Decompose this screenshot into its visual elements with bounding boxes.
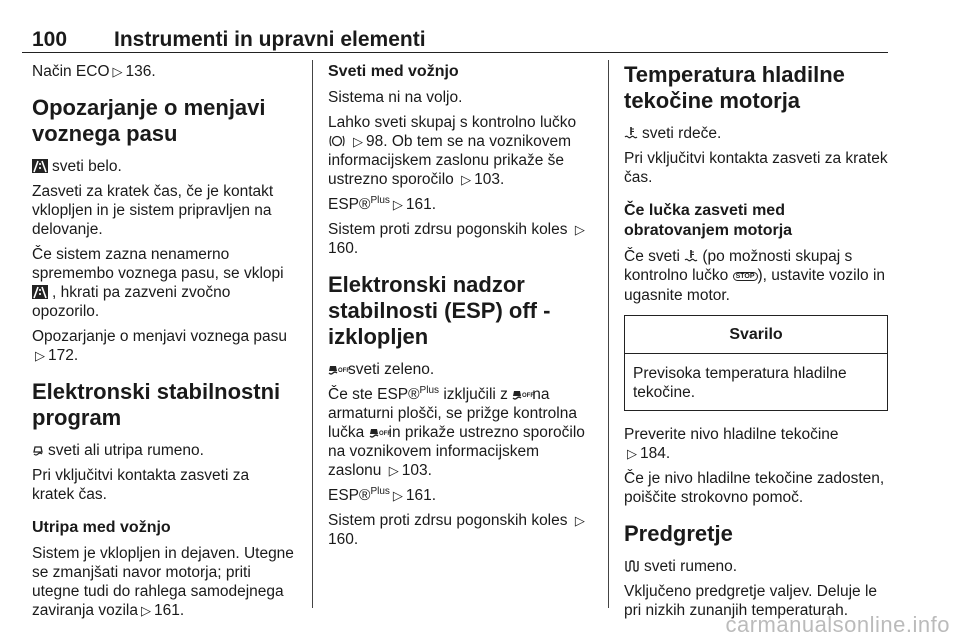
page-ref-arrow-icon: ▷ <box>112 64 123 79</box>
watermark: carmanualsonline.info <box>725 612 950 637</box>
esp-off-icon <box>328 362 350 376</box>
svg-text:OFF: OFF <box>378 431 391 437</box>
paragraph: sveti rumeno. <box>624 557 888 576</box>
page-ref-arrow-icon: ▷ <box>574 513 585 528</box>
page-header <box>22 28 888 53</box>
page-ref-arrow-icon: ▷ <box>353 134 363 149</box>
svg-text:OFF: OFF <box>522 393 535 399</box>
coolant-temperature-icon <box>684 249 698 263</box>
paragraph: ESP®$^{Plus}$ ▷ 161. <box>328 194 437 213</box>
section-heading: Temperatura hladilne tekočine motorja <box>624 62 845 113</box>
paragraph: sveti ali utripa rumeno. <box>32 441 294 460</box>
warning-title: Svarilo <box>625 316 887 354</box>
lane-departure-icon <box>32 285 48 299</box>
paragraph: Zasveti za kratek čas, če je kontakt vklopljen in je sistem pripravljen na delovanje. <box>32 183 274 238</box>
paragraph: Vključeno predgretje valjev. Deluje le pri nizkih zunanjih temperaturah. <box>624 583 878 619</box>
page-ref-arrow-icon: ▷ <box>388 463 399 478</box>
eco-paragraph: Način ECO ▷ 136. <box>32 63 156 80</box>
warning-box <box>624 315 888 411</box>
paragraph: ESP®$^{Plus}$ ▷ 161. <box>328 485 437 504</box>
column-divider <box>608 60 609 608</box>
esp-off-icon <box>512 387 535 401</box>
paragraph: Opozarjanje o menjavi voznega pasu ▷ 172. <box>32 328 288 364</box>
paragraph: Sistema ni na voljo. <box>328 89 463 106</box>
paragraph: sveti rdeče. <box>624 124 888 143</box>
paragraph: Lahko sveti skupaj s kontrolno lučko ▷ 98. Ob tem se na voznikovem informacijskem zaslonu prikaže še ustrezno sporočilo ▷ 103. <box>328 114 577 188</box>
page-ref-arrow-icon: ▷ <box>627 446 637 461</box>
column-1 <box>32 62 294 626</box>
esp-off-icon <box>369 425 391 439</box>
chapter-title: Instrumenti in upravni elementi <box>114 28 426 51</box>
section-heading: Opozarjanje o menjavi voznega pasu <box>32 95 266 146</box>
section-heading: Elektronski nadzor stabilnosti (ESP) off - izklopljen <box>328 272 551 349</box>
page-ref-arrow-icon: ▷ <box>35 348 45 363</box>
coolant-temperature-icon <box>624 126 638 140</box>
column-divider <box>312 60 313 608</box>
preheating-coil-icon <box>624 559 640 573</box>
page-ref-arrow-icon: ▷ <box>574 222 585 237</box>
paragraph: Če ste ESP®$^{Plus}$ izključili z OFF na armaturni plošči, se prižge kontrolna lučka OFF in prikaže ustrezno sporočilo na voznikovem informacijskem zaslonu ▷ 103. <box>328 384 585 479</box>
paragraph: Če sistem zazna nenamerno spremembo voznega pasu, se vklopi , hkrati pa zazveni zvočno opozorilo. <box>32 246 284 320</box>
subsection-heading: Sveti med vožnjo <box>328 63 459 80</box>
esp-skid-icon <box>32 443 44 457</box>
page-ref-arrow-icon: ▷ <box>461 172 472 187</box>
paragraph: OFF sveti zeleno. <box>328 360 590 379</box>
paragraph: Pri vključitvi kontakta zasveti za kratek čas. <box>32 467 250 503</box>
page-number: 100 <box>32 28 68 51</box>
column-2 <box>328 62 590 555</box>
paragraph: Sistem proti zdrsu pogonskih koles ▷160. <box>328 512 585 548</box>
section-heading: Predgretje <box>624 521 733 546</box>
column-3 <box>624 62 888 626</box>
svg-text:OFF: OFF <box>338 368 350 374</box>
warning-body: Previsoka temperatura hladilne tekočine. <box>633 365 847 401</box>
paragraph: sveti belo. <box>32 157 294 176</box>
subsection-heading: Utripa med vožnjo <box>32 519 171 536</box>
page-ref-arrow-icon: ▷ <box>140 603 151 618</box>
page-ref-arrow-icon: ▷ <box>392 488 403 503</box>
paragraph: Sistem je vklopljen in dejaven. Utegne se zmanjšati navor motorja; priti utegne tudi do rahlega samodejnega zaviranja vozila ▷ 161. <box>32 545 294 619</box>
lane-departure-icon <box>32 159 48 173</box>
stop-icon: STOP <box>733 272 758 281</box>
paragraph: Preverite nivo hladilne tekočine ▷ 184. <box>624 426 839 462</box>
paragraph: Sistem proti zdrsu pogonskih koles ▷160. <box>328 221 585 257</box>
brake-warning-icon <box>328 134 346 148</box>
paragraph: Če je nivo hladilne tekočine zadosten, poiščite strokovno pomoč. <box>624 470 885 506</box>
paragraph: Pri vključitvi kontakta zasveti za kratek čas. <box>624 150 888 186</box>
section-heading: Elektronski stabilnostni program <box>32 379 281 430</box>
paragraph: Če sveti (po možnosti skupaj s kontrolno lučko STOP ), ustavite vozilo in ugasnite motor. <box>624 248 886 304</box>
page-ref-arrow-icon: ▷ <box>392 197 403 212</box>
subsection-heading: Če lučka zasveti med obratovanjem motorja <box>624 202 793 239</box>
